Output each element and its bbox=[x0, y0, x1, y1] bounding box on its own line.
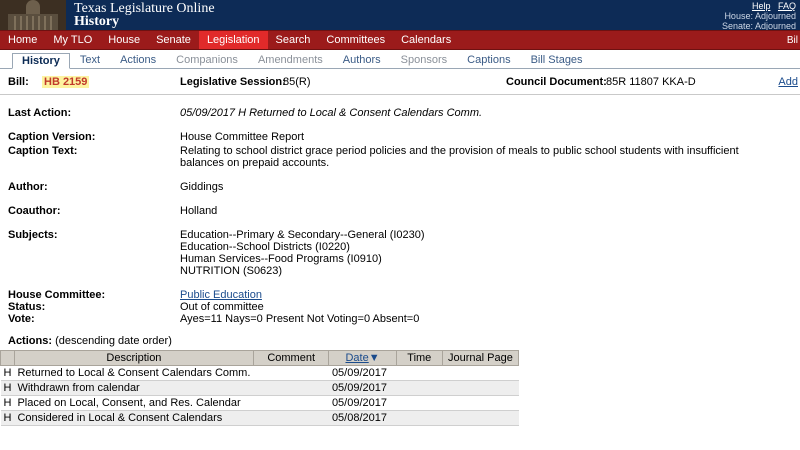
sort-desc-icon: ▼ bbox=[368, 352, 380, 364]
row-time bbox=[396, 366, 442, 381]
col-date-label: Date bbox=[345, 352, 369, 364]
detail-row-status bbox=[0, 301, 800, 313]
row-journal bbox=[442, 411, 518, 426]
actions-heading-note: (descending date order) bbox=[55, 335, 172, 347]
row-comment bbox=[253, 396, 329, 411]
site-title: Texas Legislature Online bbox=[74, 1, 215, 16]
row-time bbox=[396, 381, 442, 396]
tab-text[interactable]: Text bbox=[79, 54, 101, 66]
nav-item-house[interactable]: House bbox=[108, 34, 141, 46]
row-description: Placed on Local, Consent, and Res. Calendar bbox=[14, 396, 253, 411]
row-description: Withdrawn from calendar bbox=[14, 381, 253, 396]
coauthor-value: Holland bbox=[180, 205, 218, 217]
nav-item-home[interactable]: Home bbox=[8, 34, 38, 46]
col-time: Time bbox=[396, 351, 442, 366]
row-journal bbox=[442, 381, 518, 396]
row-date: 05/09/2017 bbox=[329, 366, 396, 381]
caption-version-label: Caption Version: bbox=[8, 131, 96, 143]
row-time bbox=[396, 411, 442, 426]
help-link[interactable]: Help bbox=[751, 1, 771, 11]
tab-sponsors[interactable]: Sponsors bbox=[400, 54, 448, 66]
site-header bbox=[0, 0, 800, 30]
header-right-block bbox=[722, 0, 800, 30]
main-navigation bbox=[0, 30, 800, 50]
actions-table-header-row bbox=[1, 351, 519, 366]
row-journal bbox=[442, 396, 518, 411]
nav-item-committees[interactable]: Committees bbox=[326, 34, 386, 46]
tab-captions[interactable]: Captions bbox=[467, 54, 511, 66]
col-description: Description bbox=[14, 351, 253, 366]
house-status: House: Adjourned bbox=[724, 11, 796, 21]
bill-summary-row bbox=[0, 69, 800, 95]
subject-item: NUTRITION (S0623) bbox=[180, 265, 283, 277]
caption-version-value: House Committee Report bbox=[180, 131, 305, 143]
caption-text-value: Relating to school district grace period policies and the provision of meals to public school students with insufficient balances on prepaid accounts. bbox=[180, 145, 739, 169]
last-action-label: Last Action: bbox=[8, 107, 72, 119]
tab-companions[interactable]: Companions bbox=[176, 54, 238, 66]
row-date: 05/09/2017 bbox=[329, 396, 396, 411]
detail-row-house-committee bbox=[0, 289, 800, 301]
row-comment bbox=[253, 411, 329, 426]
subject-item: Human Services--Food Programs (I0910) bbox=[180, 253, 382, 265]
tab-bill-stages[interactable]: Bill Stages bbox=[530, 54, 583, 66]
senate-status: Senate: Adjourned bbox=[721, 21, 796, 30]
nav-item-senate[interactable]: Senate bbox=[156, 34, 191, 46]
row-date: 05/08/2017 bbox=[329, 411, 396, 426]
bill-tabs bbox=[0, 50, 800, 69]
status-value: Out of committee bbox=[180, 301, 264, 313]
council-document-label: Council Document: bbox=[506, 76, 607, 88]
caption-text-label: Caption Text: bbox=[8, 145, 78, 157]
subject-item: Education--School Districts (I0220) bbox=[180, 241, 350, 253]
last-action-value: 05/09/2017 H Returned to Local & Consent Calendars Comm. bbox=[180, 107, 483, 119]
row-chamber: H bbox=[1, 411, 15, 426]
subjects-list bbox=[180, 229, 441, 277]
nav-item-legislation[interactable]: Legislation bbox=[199, 31, 268, 49]
row-date: 05/09/2017 bbox=[329, 381, 396, 396]
row-journal bbox=[442, 366, 518, 381]
row-chamber: H bbox=[1, 366, 15, 381]
table-row[interactable] bbox=[1, 381, 519, 396]
table-row[interactable] bbox=[1, 396, 519, 411]
detail-row-last-action bbox=[0, 107, 800, 119]
actions-table bbox=[0, 350, 519, 426]
col-date-sort[interactable] bbox=[329, 351, 396, 366]
author-value: Giddings bbox=[180, 181, 224, 193]
session-value: 85(R) bbox=[283, 76, 311, 88]
col-comment: Comment bbox=[253, 351, 329, 366]
col-chamber bbox=[1, 351, 15, 366]
council-document-value: 85R 11807 KKA-D bbox=[606, 76, 696, 88]
nav-item-my-tlo[interactable]: My TLO bbox=[53, 34, 93, 46]
row-comment bbox=[253, 366, 329, 381]
detail-row-subjects bbox=[0, 229, 800, 277]
faq-link[interactable]: FAQ bbox=[777, 1, 796, 11]
nav-right-label: Bil bbox=[786, 35, 798, 46]
nav-item-search[interactable]: Search bbox=[275, 34, 311, 46]
additional-documents-link[interactable]: Add bbox=[778, 76, 798, 88]
row-chamber: H bbox=[1, 381, 15, 396]
bill-label: Bill: bbox=[8, 76, 29, 88]
actions-heading: Actions: bbox=[8, 335, 52, 347]
row-description: Returned to Local & Consent Calendars Comm. bbox=[14, 366, 253, 381]
coauthor-label: Coauthor: bbox=[8, 205, 61, 217]
vote-value: Ayes=11 Nays=0 Present Not Voting=0 Absent=0 bbox=[180, 313, 420, 325]
row-time bbox=[396, 396, 442, 411]
row-description: Considered in Local & Consent Calendars bbox=[14, 411, 253, 426]
vote-label: Vote: bbox=[8, 313, 35, 325]
detail-row-caption-version bbox=[0, 131, 800, 143]
page-title: History bbox=[74, 14, 120, 29]
detail-row-caption-text bbox=[0, 145, 800, 169]
bill-number: HB 2159 bbox=[44, 76, 88, 88]
subject-item: Education--Primary & Secondary--General (I0230) bbox=[180, 229, 425, 241]
house-committee-link[interactable]: Public Education bbox=[180, 289, 262, 301]
actions-heading-row bbox=[0, 335, 800, 347]
tab-actions[interactable]: Actions bbox=[120, 54, 157, 66]
col-journal-page: Journal Page bbox=[442, 351, 518, 366]
capitol-logo-icon bbox=[0, 0, 66, 30]
bill-details bbox=[0, 95, 800, 325]
status-label: Status: bbox=[8, 301, 46, 313]
row-chamber: H bbox=[1, 396, 15, 411]
table-row[interactable] bbox=[1, 411, 519, 426]
session-label: Legislative Session: bbox=[180, 76, 286, 88]
tab-history[interactable]: History bbox=[12, 53, 70, 69]
detail-row-coauthor bbox=[0, 205, 800, 217]
detail-row-vote bbox=[0, 313, 800, 325]
author-label: Author: bbox=[8, 181, 48, 193]
row-comment bbox=[253, 381, 329, 396]
subjects-label: Subjects: bbox=[8, 229, 58, 241]
table-row[interactable] bbox=[1, 366, 519, 381]
tab-authors[interactable]: Authors bbox=[342, 54, 381, 66]
nav-item-calendars[interactable]: Calendars bbox=[401, 34, 452, 46]
detail-row-author bbox=[0, 181, 800, 193]
tab-amendments[interactable]: Amendments bbox=[257, 54, 323, 66]
house-committee-label: House Committee: bbox=[8, 289, 106, 301]
